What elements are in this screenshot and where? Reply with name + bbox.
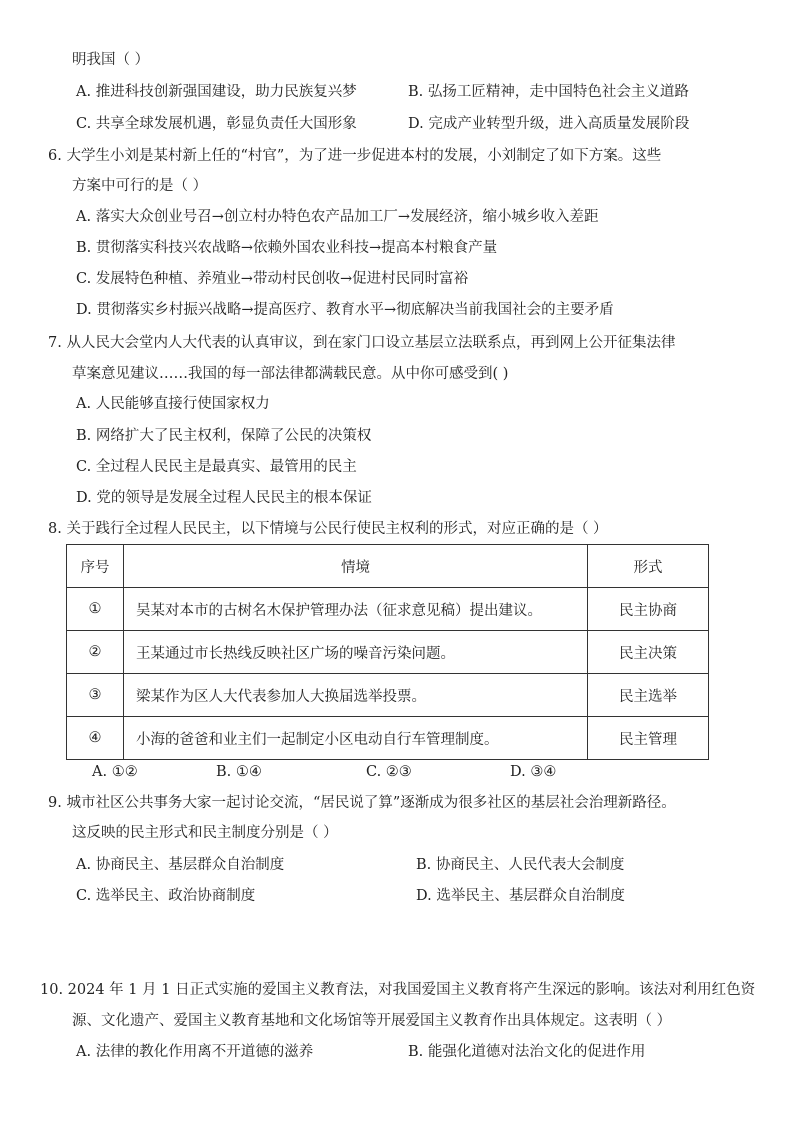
q9-stem-line2: 这反映的民主形式和民主制度分别是（ ） (72, 825, 338, 841)
row-situation: 吴某对本市的古树名木保护管理办法（征求意见稿）提出建议。 (124, 588, 588, 631)
q5-option-d: D. 完成产业转型升级，进入高质量发展阶段 (408, 116, 690, 132)
q7-option-a: A. 人民能够直接行使国家权力 (76, 396, 270, 412)
q7-option-d: D. 党的领导是发展全过程人民民主的根本保证 (76, 490, 372, 506)
q8-option-b: B. ①④ (216, 764, 262, 780)
row-index: ④ (67, 717, 124, 760)
table-row (67, 631, 709, 674)
row-form: 民主决策 (588, 631, 709, 674)
q9-option-d: D. 选举民主、基层群众自治制度 (416, 888, 625, 904)
q9-option-a: A. 协商民主、基层群众自治制度 (76, 857, 285, 873)
header-form: 形式 (588, 545, 709, 588)
q6-stem-line2: 方案中可行的是（ ） (72, 178, 208, 194)
row-situation: 梁某作为区人大代表参加人大换届选举投票。 (124, 674, 588, 717)
q5-option-b: B. 弘扬工匠精神，走中国特色社会主义道路 (408, 84, 689, 100)
table-row (67, 674, 709, 717)
row-form: 民主协商 (588, 588, 709, 631)
q10-option-b: B. 能强化道德对法治文化的促进作用 (408, 1044, 646, 1060)
q7-option-b: B. 网络扩大了民主权利，保障了公民的决策权 (76, 428, 372, 444)
table-row (67, 588, 709, 631)
q5-stem: 明我国（ ） (72, 52, 150, 68)
q6-option-d: D. 贯彻落实乡村振兴战略→提高医疗、教育水平→彻底解决当前我国社会的主要矛盾 (76, 302, 614, 318)
row-situation: 王某通过市长热线反映社区广场的噪音污染问题。 (124, 631, 588, 674)
q8-table (66, 544, 709, 760)
q7-stem-line1: 7. 从人民大会堂内人大代表的认真审议，到在家门口设立基层立法联系点，再到网上公开征集法律 (48, 335, 676, 351)
q8-stem: 8. 关于践行全过程人民民主，以下情境与公民行使民主权利的形式，对应正确的是（ ） (48, 521, 608, 537)
q5-option-c: C. 共享全球发展机遇，彰显负责任大国形象 (76, 116, 357, 132)
q8-option-d: D. ③④ (510, 764, 557, 780)
q7-stem-line2: 草案意见建议……我国的每一部法律都满载民意。从中你可感受到( ) (72, 366, 509, 382)
q6-option-b: B. 贯彻落实科技兴农战略→依赖外国农业科技→提高本村粮食产量 (76, 240, 498, 256)
table-row (67, 717, 709, 760)
q8-option-c: C. ②③ (366, 764, 412, 780)
table-header-row (67, 545, 709, 588)
q10-option-a: A. 法律的教化作用离不开道德的滋养 (76, 1044, 314, 1060)
row-form: 民主选举 (588, 674, 709, 717)
header-index: 序号 (67, 545, 124, 588)
q6-option-c: C. 发展特色种植、养殖业→带动村民创收→促进村民同时富裕 (76, 271, 469, 287)
row-index: ① (67, 588, 124, 631)
q9-stem-line1: 9. 城市社区公共事务大家一起讨论交流，“居民说了算”逐渐成为很多社区的基层社会治理新路径。 (48, 795, 676, 811)
row-situation: 小海的爸爸和业主们一起制定小区电动自行车管理制度。 (124, 717, 588, 760)
q10-stem-line1: 10. 2024 年 1 月 1 日正式实施的爱国主义教育法，对我国爱国主义教育将产生深远的影响。该法对利用红色资 (40, 982, 756, 998)
q9-option-c: C. 选举民主、政治协商制度 (76, 888, 256, 904)
q10-stem-line2: 源、文化遗产、爱国主义教育基地和文化场馆等开展爱国主义教育作出具体规定。这表明（ ） (72, 1013, 672, 1029)
row-form: 民主管理 (588, 717, 709, 760)
q6-stem-line1: 6. 大学生小刘是某村新上任的“村官”，为了进一步促进本村的发展，小刘制定了如下方案。这些 (48, 148, 662, 164)
header-situation: 情境 (124, 545, 588, 588)
q6-option-a: A. 落实大众创业号召→创立村办特色农产品加工厂→发展经济，缩小城乡收入差距 (76, 209, 599, 225)
q8-option-a: A. ①② (92, 764, 138, 780)
q9-option-b: B. 协商民主、人民代表大会制度 (416, 857, 625, 873)
row-index: ③ (67, 674, 124, 717)
q5-option-a: A. 推进科技创新强国建设，助力民族复兴梦 (76, 84, 357, 100)
row-index: ② (67, 631, 124, 674)
q7-option-c: C. 全过程人民民主是最真实、最管用的民主 (76, 459, 357, 475)
